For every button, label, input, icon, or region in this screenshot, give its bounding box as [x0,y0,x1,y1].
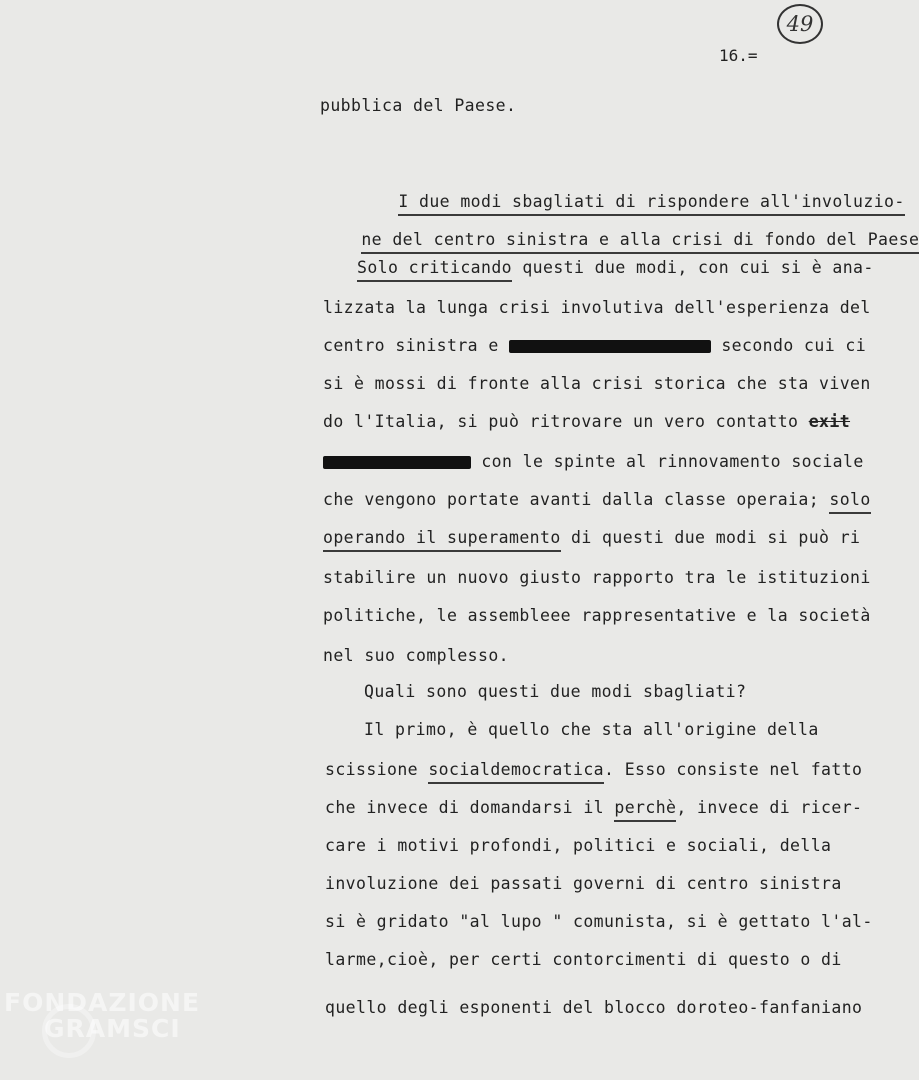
text-line: pubblica del Paese. [320,96,517,115]
text-line: Solo criticando questi due modi, con cui si è ana- [357,258,874,278]
text-line: quello degli esponenti del blocco doroteo-fanfaniano [325,998,863,1017]
text-line: stabilire un nuovo giusto rapporto tra le istituzioni [323,568,871,587]
logo-ring-icon [42,1004,96,1058]
text-line: care i motivi profondi, politici e sociali, della [325,836,832,855]
text-line: si è mossi di fronte alla crisi storica che sta viven [323,374,871,393]
redaction-mark [509,340,711,353]
text-line: con le spinte al rinnovamento sociale [323,452,864,472]
section-heading-line-2: ne del centro sinistra e alla crisi di fondo del Paese [320,210,844,270]
underlined-phrase: operando il superamento [323,528,561,552]
text-line: scissione socialdemocratica. Esso consiste nel fatto [325,760,862,780]
text-line: politiche, le assembleee rappresentative e la società [323,606,871,625]
section-heading-line-1: I due modi sbagliati di rispondere all'involuzio- [357,172,905,232]
page-number: 16.= [719,46,758,65]
text-line: si è gridato "al lupo " comunista, si è gettato l'al- [325,912,873,931]
text-line: nel suo complesso. [323,646,510,665]
watermark-logo: FONDAZIONE GRAMSCI [4,990,200,1042]
text-line: lizzata la lunga crisi involutiva dell'esperienza del [323,298,871,317]
text-line: che vengono portate avanti dalla classe operaia; solo [323,490,871,510]
text-line: Il primo, è quello che sta all'origine della [364,720,819,739]
underlined-phrase: solo [829,490,870,514]
folio-number: 49 [786,12,814,36]
text-line: che invece di domandarsi il perchè, invece di ricer- [325,798,862,818]
underlined-phrase: perchè [614,798,676,822]
text-line: centro sinistra e secondo cui ci [323,336,867,355]
text-line: larme,cioè, per certi contorcimenti di questo o di [325,950,842,969]
folio-number-circled [777,4,823,44]
redaction-mark [323,456,471,469]
struck-out-text: exit [808,412,851,431]
text-line: operando il superamento di questi due modi si può ri [323,528,860,548]
text-line: do l'Italia, si può ritrovare un vero contatto exit [323,412,851,431]
text-line: involuzione dei passati governi di centro sinistra [325,874,842,893]
underlined-phrase: Solo criticando [357,258,512,282]
underlined-phrase: socialdemocratica [428,760,604,784]
text-line: Quali sono questi due modi sbagliati? [364,682,747,701]
